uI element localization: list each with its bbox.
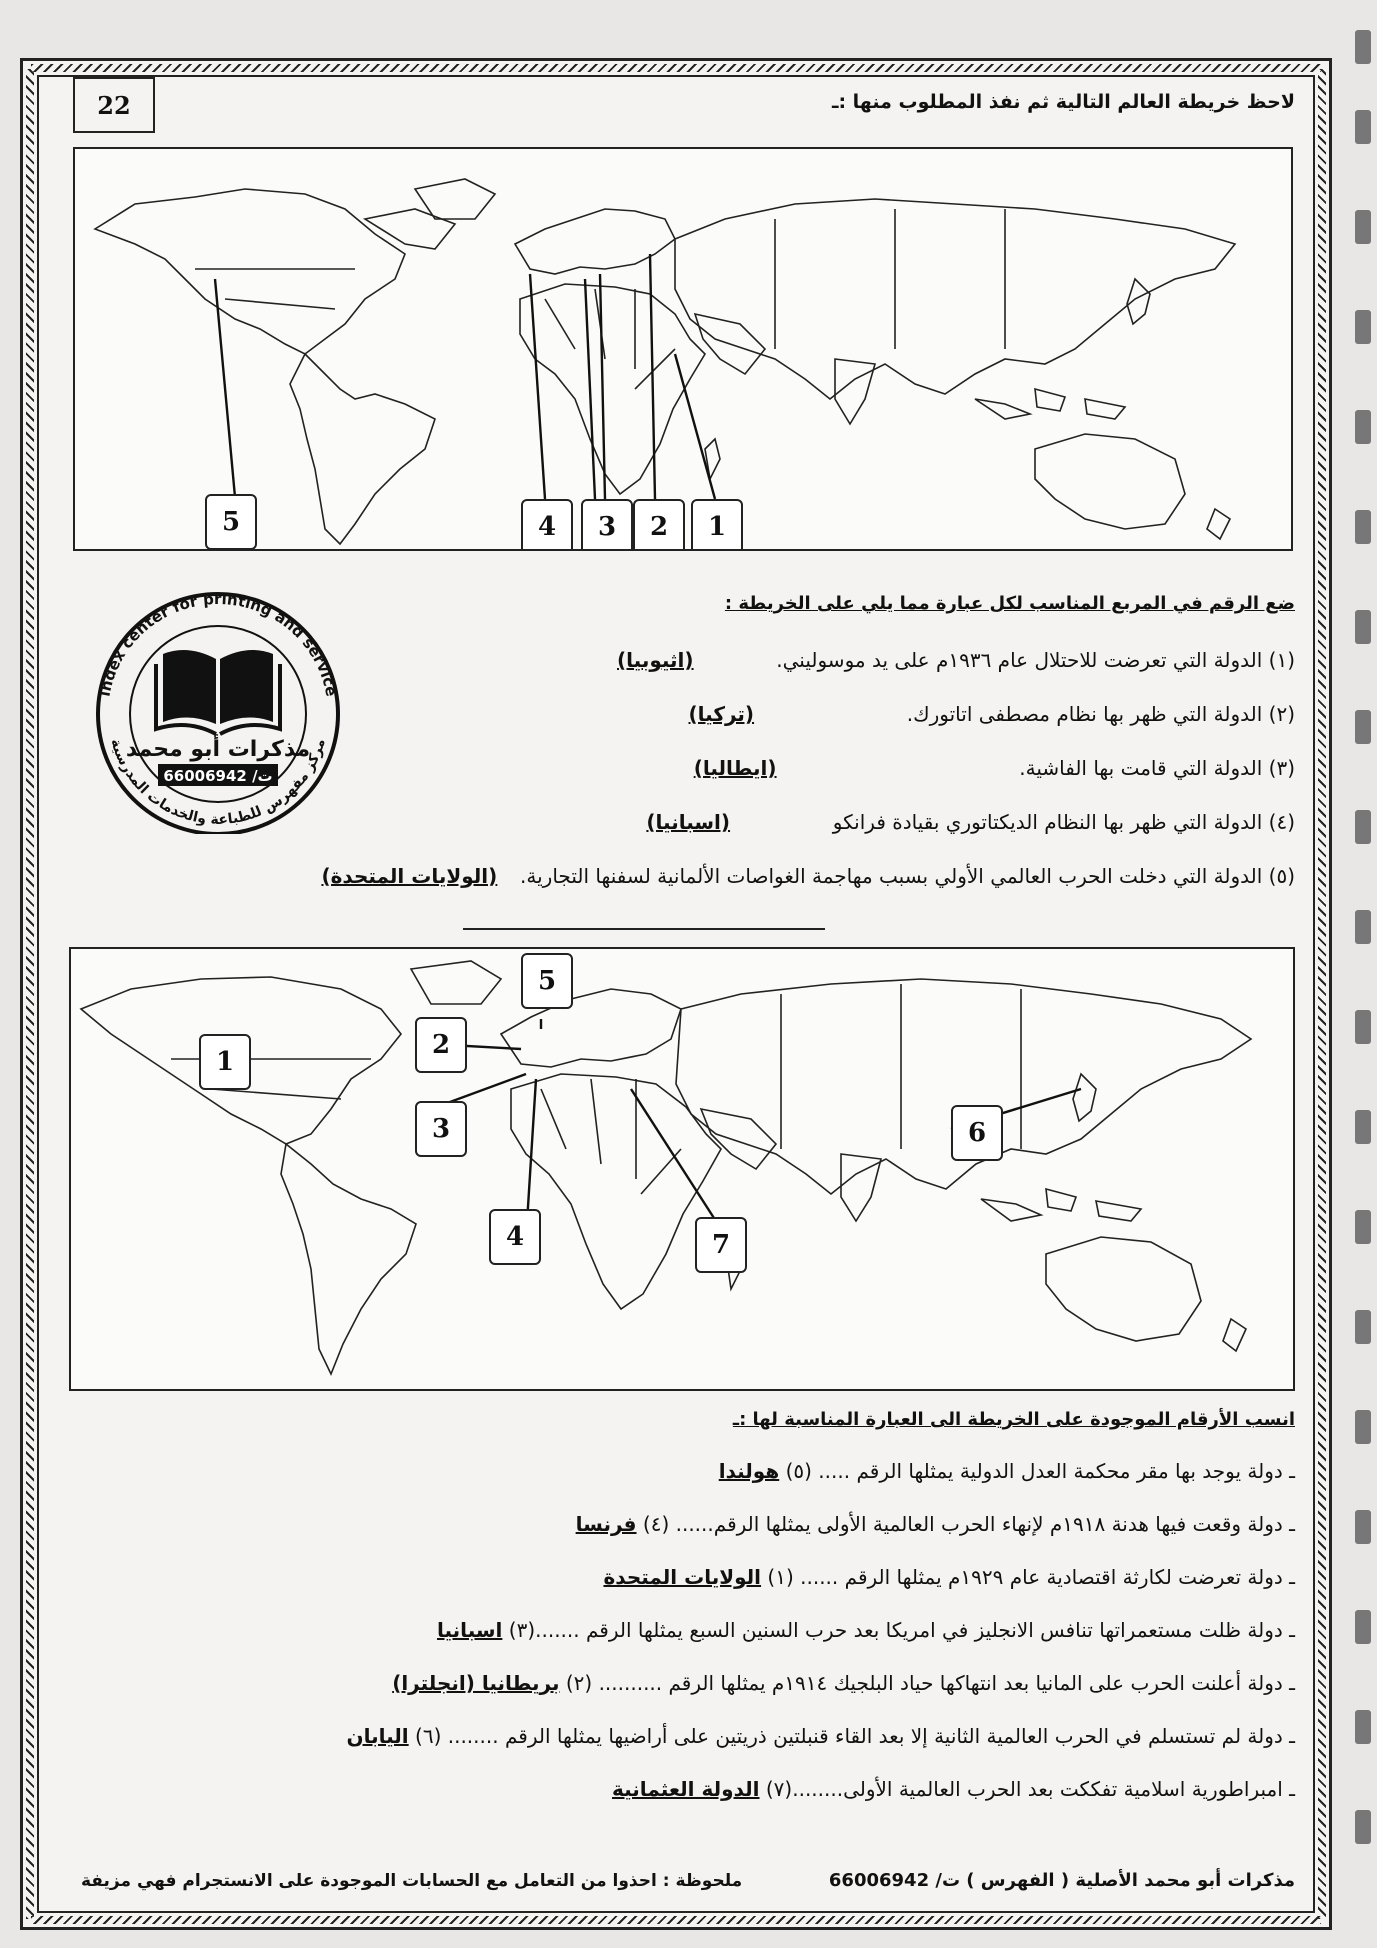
binder-hole	[1355, 1210, 1371, 1244]
map1-label-4: 4	[521, 499, 573, 551]
binder-hole	[1355, 310, 1371, 344]
section2-item-2	[115, 1512, 1295, 1536]
footer-branding: مذكرات أبو محمد الأصلية ( الفهرس ) ت/ 66006942	[828, 1870, 1295, 1891]
map1-label-1: 1	[691, 499, 743, 551]
binder-hole	[1355, 910, 1371, 944]
section2-item-answer: هولندا	[718, 1459, 780, 1483]
section2-item-answer: الولايات المتحدة	[603, 1565, 762, 1589]
binder-hole	[1355, 1510, 1371, 1544]
section1-item-text: (٢) الدولة التي ظهر بها نظام مصطفى اتاتورك.	[906, 702, 1295, 726]
section2-item-3	[115, 1565, 1295, 1589]
decorative-border-left	[26, 69, 34, 1919]
section2-item-1	[115, 1459, 1295, 1483]
world-map-1-outline	[75, 149, 1291, 549]
map2-label-3: 3	[415, 1101, 467, 1157]
stamp-phone: ت/ 66006942	[163, 767, 273, 785]
section2-item-text: ـ دولة وقعت فيها هدنة ١٩١٨م لإنهاء الحرب العالمية الأولى يمثلها الرقم...... (٤)	[642, 1512, 1295, 1536]
section1-item-text: (٤) الدولة التي ظهر بها النظام الديكتاتوري بقيادة فرانكو	[832, 810, 1295, 834]
section1-item-answer: (اسبانيا)	[646, 810, 731, 834]
binder-hole	[1355, 110, 1371, 144]
map2-label-6: 6	[951, 1105, 1003, 1161]
world-map-1	[73, 147, 1293, 551]
binder-hole	[1355, 1110, 1371, 1144]
section2-item-5	[115, 1671, 1295, 1695]
page-number: 22	[73, 77, 155, 133]
page-header: لاحظ خريطة العالم التالية ثم نفذ المطلوب منها :ـ	[831, 91, 1295, 113]
map2-label-4: 4	[489, 1209, 541, 1265]
section2-item-7	[115, 1777, 1295, 1801]
binder-hole	[1355, 1610, 1371, 1644]
binder-hole	[1355, 610, 1371, 644]
section1-item-3	[115, 756, 1295, 780]
map1-label-3: 3	[581, 499, 633, 551]
section2-item-answer: اسبانيا	[437, 1618, 503, 1642]
stamp-title: مذكرات أبو محمد	[125, 737, 311, 762]
section2-item-answer: اليابان	[346, 1724, 409, 1748]
map2-label-2: 2	[415, 1017, 467, 1073]
binder-hole	[1355, 810, 1371, 844]
decorative-border-bottom	[31, 1916, 1321, 1924]
section2-item-text: ـ دولة تعرضت لكارثة اقتصادية عام ١٩٢٩م يمثلها الرقم ...... (١)	[767, 1565, 1295, 1589]
section2-item-answer: الدولة العثمانية	[612, 1777, 760, 1801]
section2-item-4	[115, 1618, 1295, 1642]
binder-hole	[1355, 30, 1371, 64]
binder-hole	[1355, 510, 1371, 544]
section1-title: ضع الرقم في المربع المناسب لكل عبارة مما يلي على الخريطة :	[724, 593, 1295, 614]
stamp-ring-bottom: مركز مفهرس للطباعة والخدمات المدرسية	[107, 736, 329, 829]
divider-line	[463, 928, 825, 930]
binder-hole	[1355, 1410, 1371, 1444]
world-map-2-outline	[71, 949, 1293, 1389]
section1-item-2	[115, 702, 1295, 726]
section1-item-answer: (ايطاليا)	[693, 756, 777, 780]
section2-item-text: ـ امبراطورية اسلامية تفككت بعد الحرب العالمية الأولى........(٧)	[765, 1777, 1295, 1801]
section1-item-text: (٥) الدولة التي دخلت الحرب العالمي الأولي بسبب مهاجمة الغواصات الألمانية لسفنها التجارية.	[520, 864, 1295, 888]
decorative-border-top	[31, 64, 1321, 72]
svg-text:index center for printing and	[95, 590, 340, 698]
binder-hole	[1355, 210, 1371, 244]
binder-hole	[1355, 1310, 1371, 1344]
section1-item-text: (٣) الدولة التي قامت بها الفاشية.	[1019, 756, 1295, 780]
binder-hole	[1355, 1010, 1371, 1044]
decorative-border-right	[1318, 69, 1326, 1919]
section1-item-answer: (الولايات المتحدة)	[321, 864, 498, 888]
binder-hole	[1355, 410, 1371, 444]
section1-item-4	[115, 810, 1295, 834]
section2-item-text: ـ دولة أعلنت الحرب على المانيا بعد انتهاكها حياد البلجيك ١٩١٤م يمثلها الرقم .......... (٢)	[565, 1671, 1295, 1695]
section1-item-1	[115, 648, 1295, 672]
section2-title: انسب الأرقام الموجودة على الخريطة الى العبارة المناسبة لها :ـ	[732, 1409, 1295, 1430]
binder-hole	[1355, 1710, 1371, 1744]
section1-item-5	[115, 864, 1295, 888]
section2-item-text: ـ دولة ظلت مستعمراتها تنافس الانجليز في امريكا بعد حرب السنين السبع يمثلها الرقم .......(٣)	[508, 1618, 1295, 1642]
section2-item-text: ـ دولة لم تستسلم في الحرب العالمية الثانية إلا بعد القاء قنبلتين ذريتين على أراضيها يمثلها الرقم ........ (٦)	[415, 1724, 1295, 1748]
world-map-2	[69, 947, 1295, 1391]
map2-label-1: 1	[199, 1034, 251, 1090]
section2-item-text: ـ دولة يوجد بها مقر محكمة العدل الدولية يمثلها الرقم ..... (٥)	[785, 1459, 1295, 1483]
map2-label-5: 5	[521, 953, 573, 1009]
binder-hole	[1355, 710, 1371, 744]
worksheet-page	[20, 58, 1332, 1930]
section2-item-answer: بريطانيا (انجلترا)	[392, 1671, 560, 1695]
section1-item-answer: (اثيوبيا)	[617, 648, 694, 672]
map1-label-5: 5	[205, 494, 257, 550]
footer-warning: ملحوظة : احذوا من التعامل مع الحسابات الموجودة على الانستجرام فهي مزيفة	[81, 1871, 743, 1891]
binder-hole	[1355, 1810, 1371, 1844]
map1-label-2: 2	[633, 499, 685, 551]
section2-item-6	[115, 1724, 1295, 1748]
map2-label-7: 7	[695, 1217, 747, 1273]
section1-item-text: (١) الدولة التي تعرضت للاحتلال عام ١٩٣٦م على يد موسوليني.	[776, 648, 1295, 672]
section2-item-answer: فرنسا	[575, 1512, 637, 1536]
section1-item-answer: (تركيا)	[688, 702, 755, 726]
stamp-ring-top: index center for printing and service	[95, 590, 341, 698]
